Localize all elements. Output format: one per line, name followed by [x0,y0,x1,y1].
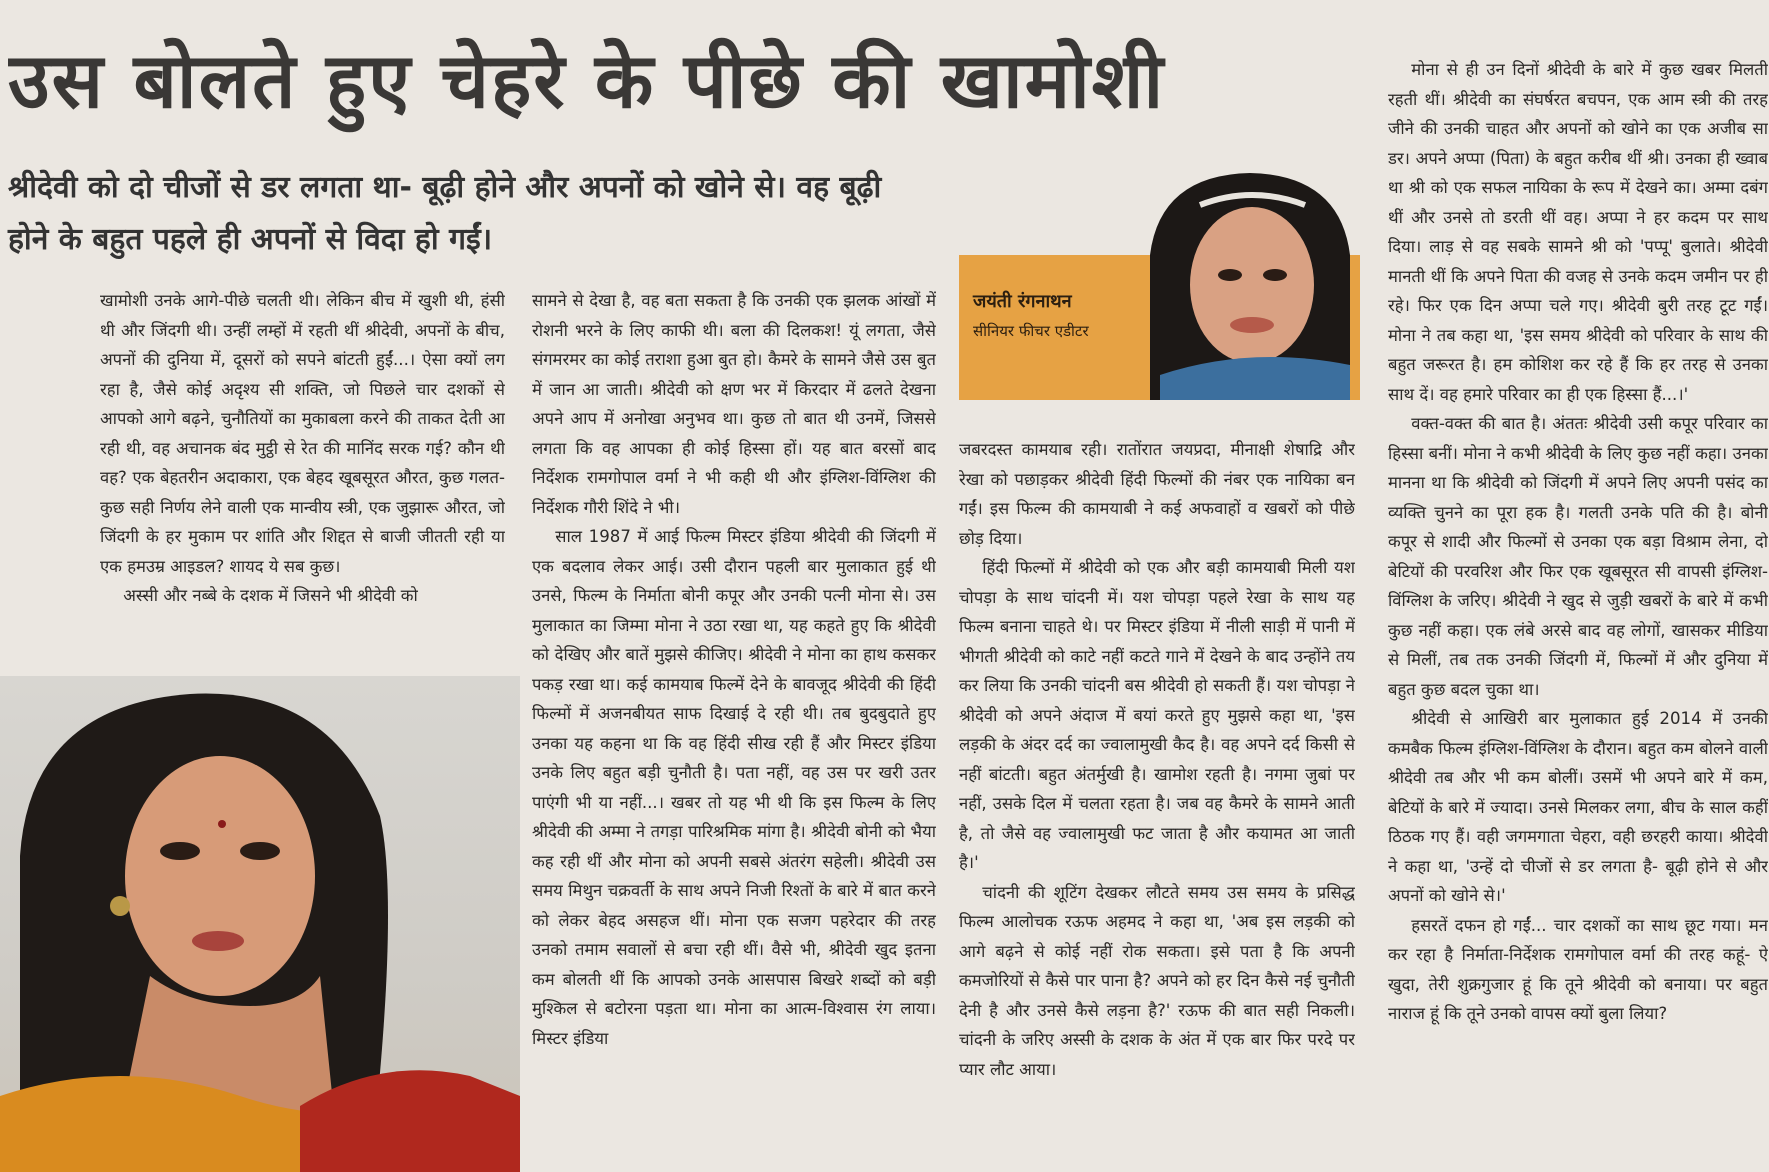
paragraph: वक्त-वक्त की बात है। अंततः श्रीदेवी उसी कपूर परिवार का हिस्सा बनीं। मोना ने कभी श्रीदेवी के लिए कुछ नहीं कहा। उनका मानना था कि श्रीदेवी को जिंदगी में अपने लिए अपनी पसंद का व्यक्ति चुनने का पूरा हक है। गलती उनके पति की है। बोनी कपूर से शादी और फिल्मों से उनका एक बड़ा विश्राम लेना, दो बेटियों की परवरिश और फिर एक खूबसूरत सी वापसी इंग्लिश-विंग्लिश के जरिए। श्रीदेवी ने खुद से जुड़ी खबरों के बारे में कभी कुछ नहीं कहा। एक लंबे अरसे बाद वह लोगों, खासकर मीडिया से मिलीं, तब तक उनकी जिंदगी में, फिल्मों में और दुनिया में बहुत कुछ बदल चुका था। [1388,414,1768,699]
byline-name: जयंती रंगनाथन [973,291,1072,312]
paragraph: मोना से ही उन दिनों श्रीदेवी के बारे में कुछ खबर मिलती रहती थीं। श्रीदेवी का संघर्षरत बचपन, एक आम स्त्री की तरह जीने की उनकी चाहत और अपनों को खोने का एक अजीब सा डर। अपने अप्पा (पिता) के बहुत करीब थीं श्री। उनका ही ख्वाब था श्री को एक सफल नायिका के रूप में देखने का। अम्मा दबंग थीं और उनसे तो डरती थीं वह। अप्पा ने हर कदम पर साथ दिया। लाड़ से वह सबके सामने श्री को 'पप्पू' बुलाते। श्रीदेवी मानती थीं कि अपने पिता की वजह से उनके कदम जमीन पर ही रहे। फिर एक दिन अप्पा चले गए। श्रीदेवी बुरी तरह टूट गईं। मोना ने तब कहा था, 'इस समय श्रीदेवी को परिवार के साथ की बहुत जरूरत है। हम कोशिश कर रहे हैं कि हर तरह से उनका साथ दें। वह हमारे परिवार का ही एक हिस्सा हैं...।' [1388,60,1768,404]
paragraph: सामने से देखा है, वह बता सकता है कि उनकी एक झलक आंखों में रोशनी भरने के लिए काफी थी। बला की दिलकश! यूं लगता, जैसे संगमरमर का कोई तराशा हुआ बुत हो। कैमरे के सामने जैसे उस बुत में जान आ जाती। श्रीदेवी को क्षण भर में किरदार में ढलते देखना अपने आप में अनोखा अनुभव था। कुछ तो बात थी उनमें, जिससे लगता कि वह आपका ही कोई हिस्सा हों। यह बात बरसों बाद निर्देशक रामगोपाल वर्मा ने भी कही थी और इंग्लिश-विंग्लिश की निर्देशक गौरी शिंदे ने भी। [532,291,936,517]
headline: उस बोलते हुए चेहरे के पीछे की खामोशी [8,36,1166,125]
portrait-illustration [0,676,520,1172]
main-portrait-photo [0,676,520,1172]
paragraph: श्रीदेवी से आखिरी बार मुलाकात हुई 2014 में उनकी कमबैक फिल्म इंग्लिश-विंग्लिश के दौरान। बहुत कम बोलने वाली श्रीदेवी तब और भी कम बोलीं। उसमें भी अपने बारे में कम, बेटियों के बारे में ज्यादा। उनसे मिलकर लगा, बीच के साल कहीं ठिठक गए हैं। वही जगमगाता चेहरा, वही छरहरी काया। श्रीदेवी ने कहा था, 'उन्हें दो चीजों से डर लगता है- बूढ़ी होने से और अपनों को खोने से।' [1388,709,1768,905]
byline-role: सीनियर फीचर एडीटर [973,322,1089,340]
article-column-2 [532,286,936,1170]
deck-subheadline: श्रीदेवी को दो चीजों से डर लगता था- बूढ़ी होने और अपनों को खोने से। वह बूढ़ी होने के बहुत पहले ही अपनों से विदा हो गईं। [8,170,882,257]
paragraph: जबरदस्त कामयाब रही। रातोंरात जयप्रदा, मीनाक्षी शेषाद्रि और रेखा को पछाड़कर श्रीदेवी हिंदी फिल्मों की नंबर एक नायिका बन गईं। इस फिल्म की कामयाबी ने कई अफवाहों व खबरों को पीछे छोड़ दिया। [959,440,1355,548]
author-portrait-photo [1140,165,1360,400]
article-column-4 [1388,55,1768,1170]
paragraph: साल 1987 में आई फिल्म मिस्टर इंडिया श्रीदेवी की जिंदगी में एक बदलाव लेकर आई। उसी दौरान पहली बार मुलाकात हुई थी उनसे, फिल्म के निर्माता बोनी कपूर और उनकी पत्नी मोना से। उस मुलाकात का जिम्मा मोना ने उठा रखा था, यह कहते हुए कि श्रीदेवी को देखिए और बातें मुझसे कीजिए। श्रीदेवी ने मोना का हाथ कसकर पकड़ रखा था। कई कामयाब फिल्में देने के बावजूद श्रीदेवी की हिंदी फिल्मों में अजनबीयत साफ दिखाई दे रही थी। तब बुदबुदाते हुए उनका यह कहना था कि वह हिंदी सीख रही हैं और मिस्टर इंडिया उनके लिए बहुत बड़ी चुनौती है। पता नहीं, वह उस पर खरी उतर पाएंगी भी या नहीं...। खबर तो यह भी थी कि इस फिल्म के लिए श्रीदेवी की अम्मा ने तगड़ा पारिश्रमिक मांगा है। श्रीदेवी बोनी को भैया कह रही थीं और मोना को अपनी सबसे अंतरंग सहेली। श्रीदेवी उस समय मिथुन चक्रवर्ती के साथ अपने निजी रिश्तों के बारे में बात करने को लेकर बेहद असहज थीं। मोना एक सजग पहरेदार की तरह उनको तमाम सवालों से बचा रही थीं। वैसे भी, श्रीदेवी खुद इतना कम बोलती थीं कि आपको उनके आसपास बिखरे शब्दों को बड़ी मुश्किल से बटोरना पड़ता था। मोना का आत्म-विश्वास रंग लाया। मिस्टर इंडिया [532,527,936,1048]
paragraph: खामोशी उनके आगे-पीछे चलती थी। लेकिन बीच में खुशी थी, हंसी थी और जिंदगी थी। उन्हीं लम्हों में रहती थीं श्रीदेवी, अपनों के बीच, अपनों की दुनिया में, दूसरों को सपने बांटती हुईं...। ऐसा क्यों लग रहा है, जैसे कोई अदृश्य सी शक्ति, जो पिछले चार दशकों से आपको आगे बढ़ने, चुनौतियों का मुकाबला करने की ताकत देती आ रही थी, वह अचानक बंद मुट्ठी से रेत की मानिंद सरक गई? कौन थी वह? एक बेहतरीन अदाकारा, एक बेहद खूबसूरत औरत, कुछ गलत-कुछ सही निर्णय लेने वाली एक मान्वीय स्त्री, एक जुझारू औरत, जो जिंदगी के हर मुकाम पर शांति और शिद्दत से बाजी जीतती रही या एक हमउम्र आइडल? शायद ये सब कुछ। [100,291,505,576]
article-column-3 [959,435,1355,1170]
paragraph: अस्सी और नब्बे के दशक में जिसने भी श्रीदेवी को [123,586,418,605]
paragraph: चांदनी की शूटिंग देखकर लौटते समय उस समय के प्रसिद्ध फिल्म आलोचक रऊफ अहमद ने कहा था, 'अब इस लड़की को आगे बढ़ने से कोई नहीं रोक सकता। इसे पता है कि अपनी कमजोरियों से कैसे पार पाना है? अपने को हर दिन कैसे नई चुनौती देनी है और उनसे कैसे लड़ना है?' रऊफ की बात सही निकली। चांदनी के जरिए अस्सी के दशक के अंत में एक बार फिर परदे पर प्यार लौट आया। [959,882,1355,1079]
article-column-1 [100,286,505,671]
paragraph: हसरतें दफन हो गईं... चार दशकों का साथ छूट गया। मन कर रहा है निर्माता-निर्देशक रामगोपाल वर्मा की तरह कहूं- ऐ खुदा, तेरी शुक्रगुजार हूं कि तूने श्रीदेवी को बनाया। पर बहुत नाराज हूं कि तूने उनको वापस क्यों बुला लिया? [1388,915,1768,1023]
paragraph: हिंदी फिल्मों में श्रीदेवी को एक और बड़ी कामयाबी मिली यश चोपड़ा के साथ चांदनी में। यश चोपड़ा पहले रेखा के साथ यह फिल्म बनाना चाहते थे। पर मिस्टर इंडिया में नीली साड़ी में पानी में भीगती श्रीदेवी को काटे नहीं कटते गाने में देखने के बाद उन्होंने तय कर लिया कि उनकी चांदनी बस श्रीदेवी हो सकती हैं। यश चोपड़ा ने श्रीदेवी को अपने अंदाज में बयां करते हुए मुझसे कहा था, 'इस लड़की के अंदर दर्द का ज्वालामुखी कैद है। वह अपने दर्द किसी से नहीं बांटती। बहुत अंतर्मुखी है। खामोश रहती है। नगमा जुबां पर नहीं, उसके दिल में चलता रहता है। जब वह कैमरे के सामने आती है, तो जैसे वह ज्वालामुखी फट जाता है और कयामत आ जाती है।' [959,558,1355,872]
